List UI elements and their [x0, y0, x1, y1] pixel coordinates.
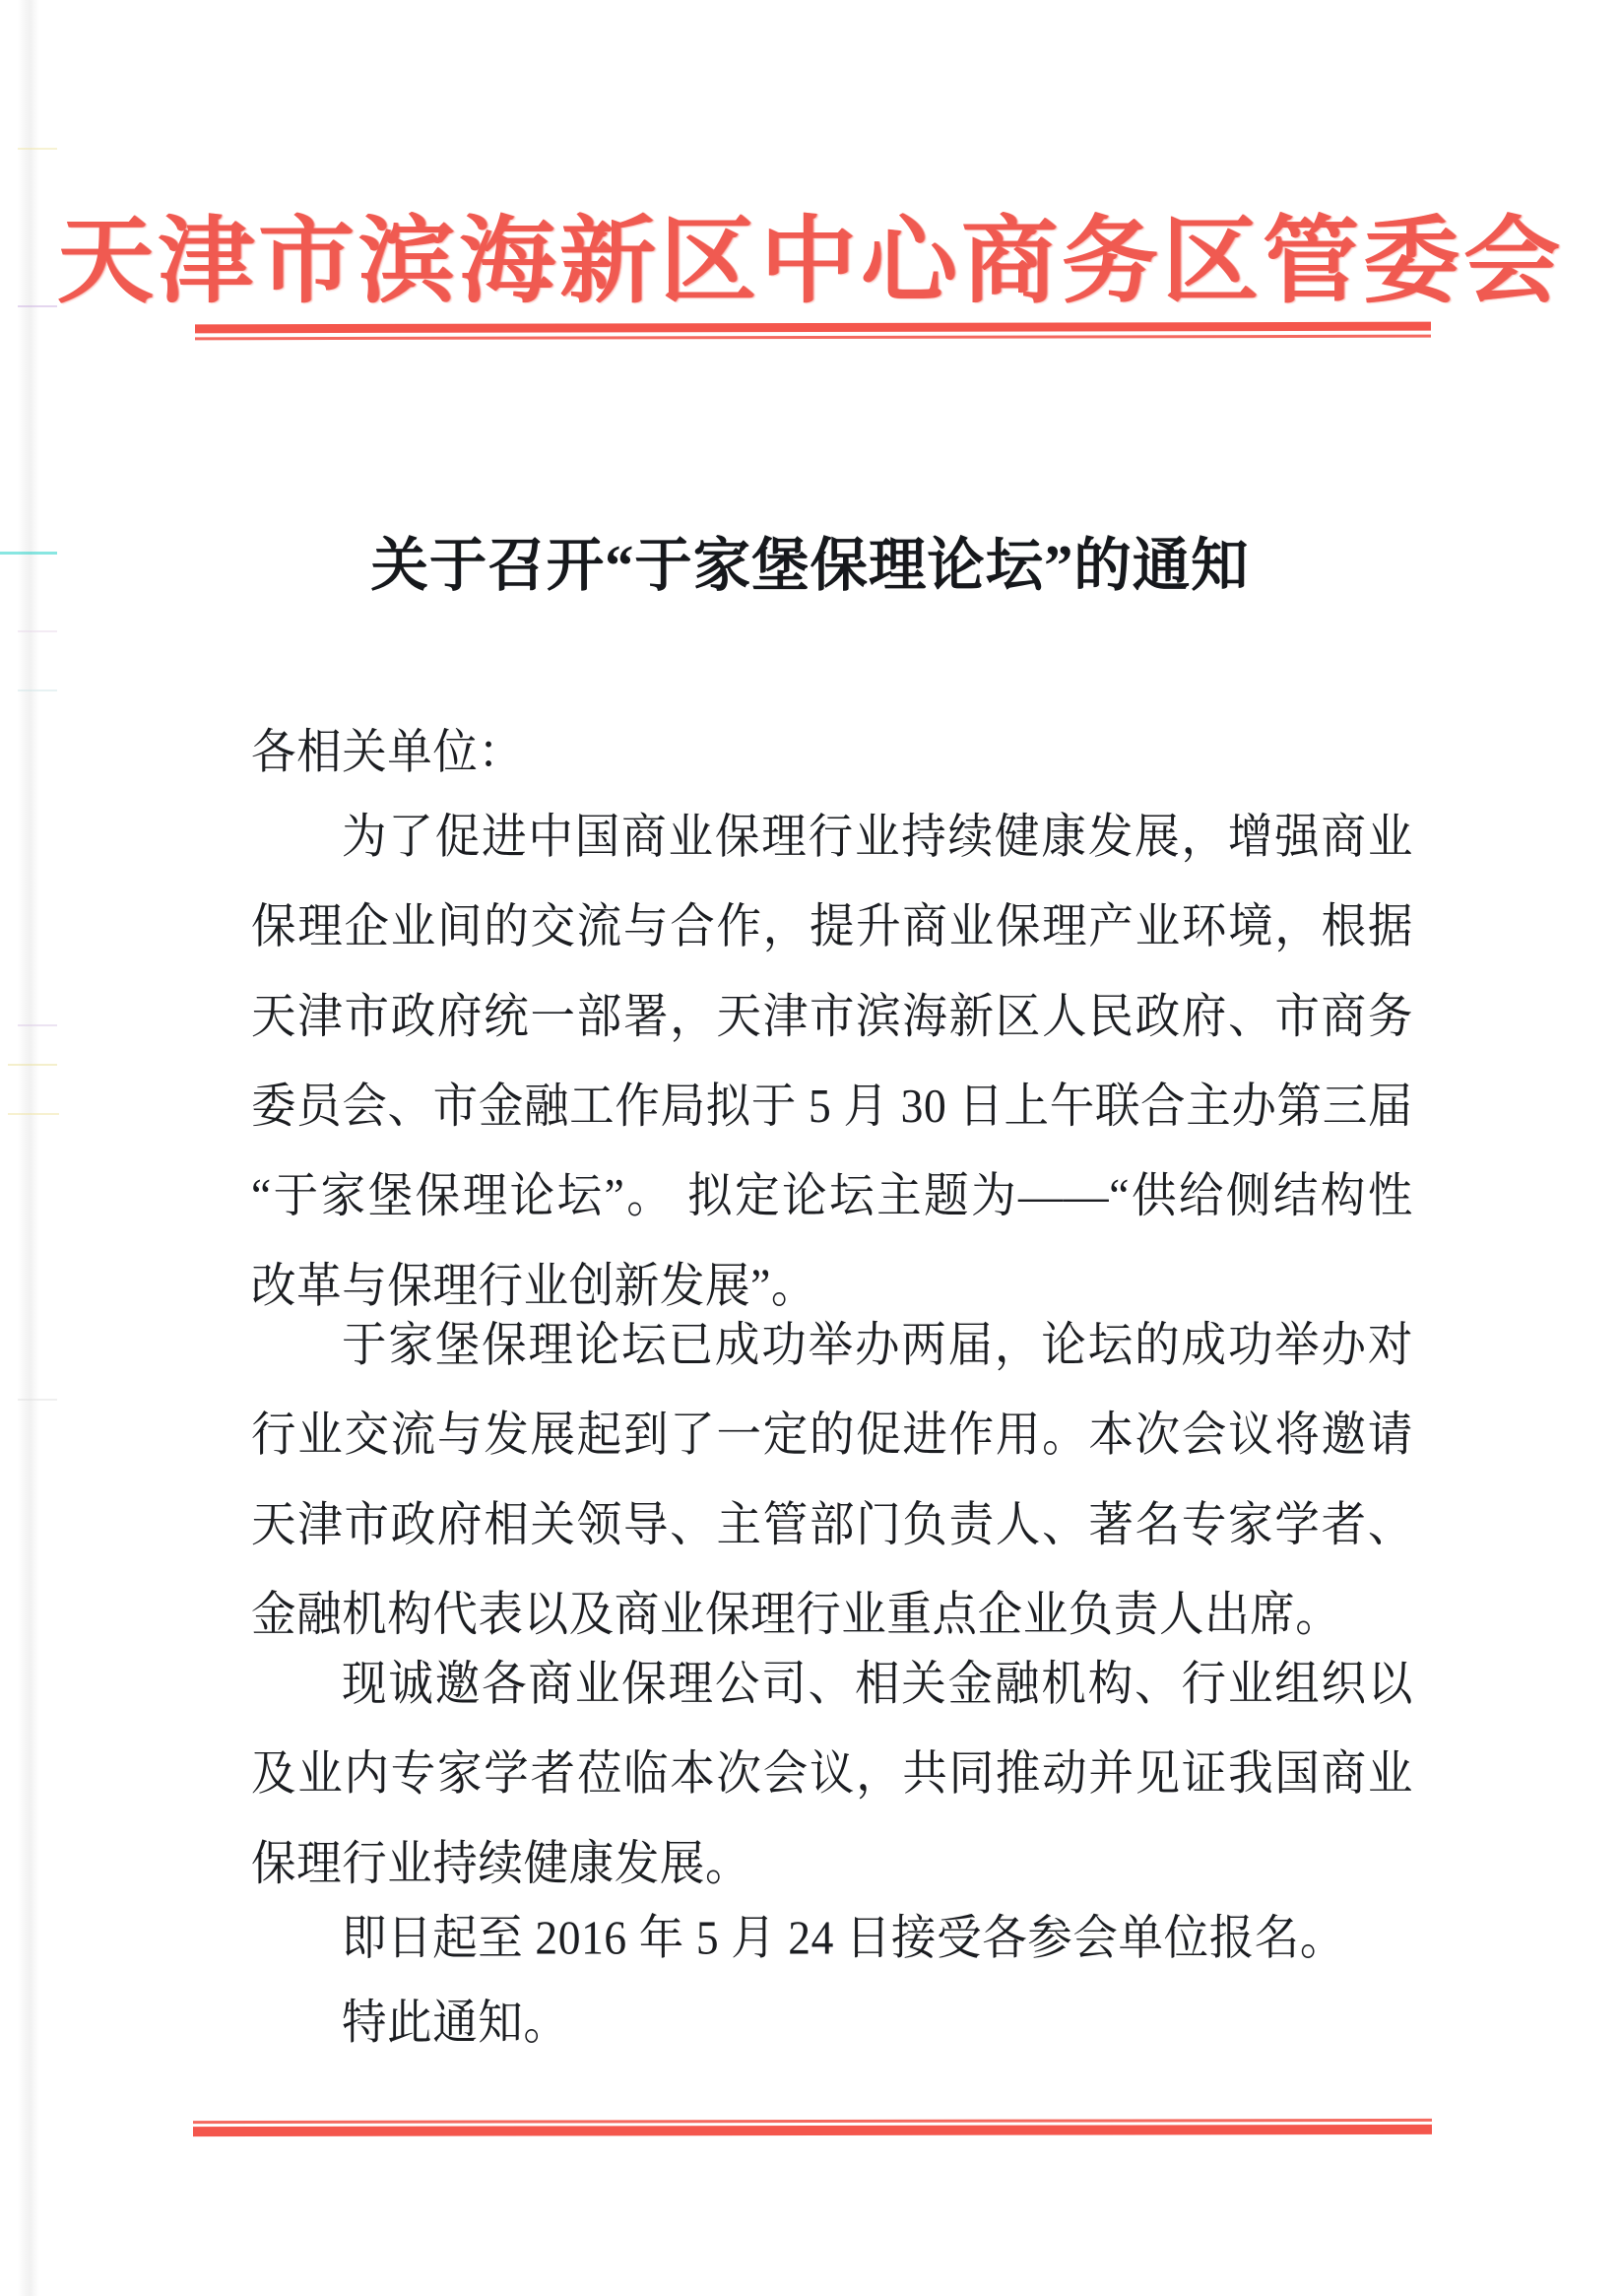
footer-divider-rule — [193, 2120, 1432, 2135]
rule-thin-line — [195, 335, 1431, 341]
rule-thin-line — [193, 2119, 1432, 2124]
body-paragraph-3: 现诚邀各商业保理公司、相关金融机构、行业组织以及业内专家学者莅临本次会议，共同推动并见证我国商业保理行业持续健康发展。 — [251, 1657, 1413, 1890]
body-paragraph-5: 特此通知。 — [342, 1996, 569, 2050]
document-title-text: 关于召开“于家堡保理论坛”的通知 — [370, 533, 1250, 598]
rule-thick-line — [195, 322, 1431, 334]
body-paragraph-4: 即日起至 2016 年 5 月 24 日接受各参会单位报名。 — [342, 1911, 1346, 1965]
body-paragraph-2: 于家堡保理论坛已成功举办两届，论坛的成功举办对行业交流与发展起到了一定的促进作用。本次会议将邀请天津市政府相关领导、主管部门负责人、著名专家学者、金融机构代表以及商业保理行业重点企业负责人出席。 — [251, 1318, 1413, 1641]
body-paragraph-1: 为了促进中国商业保理行业持续健康发展，增强商业保理企业间的交流与合作，提升商业保理产业环境，根据天津市政府统一部署，天津市滨海新区人民政府、市商务委员会、市金融工作局拟于 5 月 30 日上午联合主办第三届“于家堡保理论坛”。 拟定论坛主题为——“供给侧结构性改革与保理行业创新发展”。 — [251, 810, 1413, 1312]
masthead-divider-rule — [195, 323, 1431, 339]
letterhead-masthead — [0, 211, 1621, 313]
document-title — [0, 530, 1621, 603]
salutation: 各相关单位： — [251, 725, 524, 779]
document-body — [251, 707, 1413, 2063]
issuing-authority-name: 天津市滨海新区中心商务区管委会 — [57, 209, 1564, 314]
rule-thick-line — [193, 2125, 1432, 2136]
